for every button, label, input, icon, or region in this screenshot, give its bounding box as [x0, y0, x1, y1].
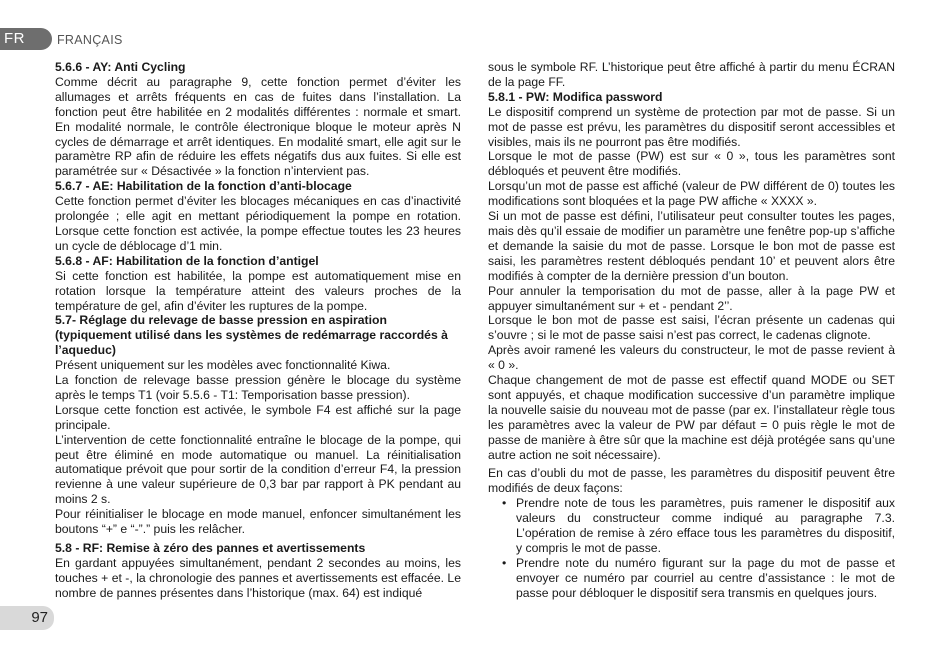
body-paragraph: La fonction de relevage basse pression génère le blocage du système après le temps T1 (voir 5.5.6 - T1: Temporisation basse pression).	[55, 373, 461, 402]
body-paragraph: Présent uniquement sur les modèles avec fonctionnalité Kiwa.	[55, 358, 391, 373]
body-paragraph: sous le symbole RF. L’historique peut être affiché à partir du menu ÉCRAN de la page FF.	[488, 60, 895, 89]
body-paragraph: Chaque changement de mot de passe est effectif quand MODE ou SET sont appuyés, et chaque modification successive d’un paramètre implique la nouvelle saisie du nouveau mot de passe (par ex. l’installateur règle tous les paramètres avec la valeur de PW par défaut = 0 puis règle le mot de passe de manière à être sûr que la machine est déjà protégée sans qu’une autre action ne soit nécessaire).	[488, 373, 895, 462]
body-paragraph: Cette fonction permet d’éviter les blocages mécaniques en cas d’inactivité prolongée ; elle agit en mettant périodiquement la pompe en rotation. Lorsque cette fonction est activée, la pompe effectue toutes les 23 heures un cycle de déblocage d’1 min.	[55, 194, 461, 253]
body-paragraph: Lorsque cette fonction est activée, le symbole F4 est affiché sur la page principale.	[55, 402, 461, 432]
body-paragraph: Comme décrit au paragraphe 9, cette fonction permet d’éviter les allumages et arrêts fréquents en cas de fuites dans l’installation. La fonction peut être habilitée en 2 modalités différentes : normale et smart. En modalité normale, le contrôle électronique bloque le moteur après N cycles de démarrage et arrêt identiques. En modalité smart, elle agit sur le paramètre RP afin de réduire les effets négatifs dus aux fuites. Si elle est paramétrée sur « Désactivée » la fonction n’intervient pas.	[55, 74, 461, 179]
right-column	[488, 60, 895, 601]
body-paragraph: Pour réinitialiser le blocage en mode manuel, enfoncer simultanément les boutons “+” e “-”.” puis les relâcher.	[55, 507, 461, 537]
language-tab	[0, 28, 52, 50]
body-paragraph: En gardant appuyées simultanément, pendant 2 secondes au moins, les touches + et -, la chronologie des pannes et avertissements est effacée. Le nombre de pannes présentes dans l’historique (max. 64) est indiqué	[55, 555, 461, 600]
section-heading: 5.6.8 - AF: Habilitation de la fonction d’antigel	[55, 253, 319, 268]
section-heading: 5.7- Réglage du relevage de basse pression en aspiration (typiquement utilisé dans les systèmes de redémarrage raccordés à l’aqueduc)	[55, 313, 448, 358]
body-paragraph: Pour annuler la temporisation du mot de passe, aller à la page PW et appuyer simultanément sur + et - pendant 2’’.	[488, 283, 895, 313]
body-paragraph: En cas d’oubli du mot de passe, les paramètres du dispositif peuvent être modifiés de deux façons:	[488, 466, 895, 496]
body-paragraph: Si un mot de passe est défini, l’utilisateur peut consulter toutes les pages, mais dès qu’il essaie de modifier un paramètre une fenêtre pop-up s’affiche et demande la saisie du mot de passe. Lorsque le bon mot de passe est saisi, les paramètres restent débloqués pendant 10’ et peuvent alors être modifiés à compter de la dernière pression d’un bouton.	[488, 209, 895, 283]
bullet-item: • Prendre note du numéro figurant sur la page du mot de passe et envoyer ce numéro par courriel au centre d’assistance : le mot de passe pour débloquer le dispositif sera transmis en quelques jours.	[488, 556, 895, 601]
body-paragraph: Après avoir ramené les valeurs du constructeur, le mot de passe revient à « 0 ».	[488, 343, 895, 373]
body-paragraph: L’intervention de cette fonctionnalité entraîne le blocage de la pompe, qui peut être éliminé en mode automatique ou manuel. La réinitialisation automatique prévoit que pour sortir de la condition d’erreur F4, la pression revienne à une valeur supérieure de 0,3 bar par rapport à PK pendant au moins 2 s.	[55, 432, 461, 507]
bullet-item: • Prendre note de tous les paramètres, puis ramener le dispositif aux valeurs du constructeur comme indiqué au paragraphe 7.3. L’opération de remise à zéro efface tous les paramètres du dispositif, y compris le mot de passe.	[488, 496, 895, 556]
bullet-list	[488, 496, 895, 600]
section-heading: 5.8.1 - PW: Modifica password	[488, 89, 663, 104]
left-column	[55, 60, 461, 601]
language-code: FR	[4, 30, 25, 47]
body-paragraph: Lorsque le mot de passe (PW) est sur « 0 », tous les paramètres sont débloqués et peuvent être modifiés.	[488, 149, 895, 179]
body-paragraph: Le dispositif comprend un système de protection par mot de passe. Si un mot de passe est prévu, les paramètres du dispositif seront accessibles et visibles, mais ils ne pourront pas être modifiés.	[488, 104, 895, 149]
body-paragraph: Si cette fonction est habilitée, la pompe est automatiquement mise en rotation lorsque la température atteint des valeurs proches de la température de gel, afin d’éviter les ruptures de la pompe.	[55, 268, 461, 313]
body-paragraph: Lorsqu’un mot de passe est affiché (valeur de PW différent de 0) toutes les modifications sont bloquées et la page PW affiche « XXXX ».	[488, 179, 895, 209]
body-paragraph: Lorsque le bon mot de passe est saisi, l’écran présente un cadenas qui s’ouvre ; si le mot de passe saisi n’est pas correct, le cadenas clignote.	[488, 313, 895, 343]
page-number: 97	[0, 606, 54, 630]
section-heading: 5.6.7 - AE: Habilitation de la fonction d’anti-blocage	[55, 179, 352, 194]
language-name: FRANÇAIS	[57, 33, 123, 47]
section-heading: 5.8 - RF: Remise à zéro des pannes et avertissements	[55, 541, 366, 555]
section-heading: 5.6.6 - AY: Anti Cycling	[55, 60, 186, 74]
